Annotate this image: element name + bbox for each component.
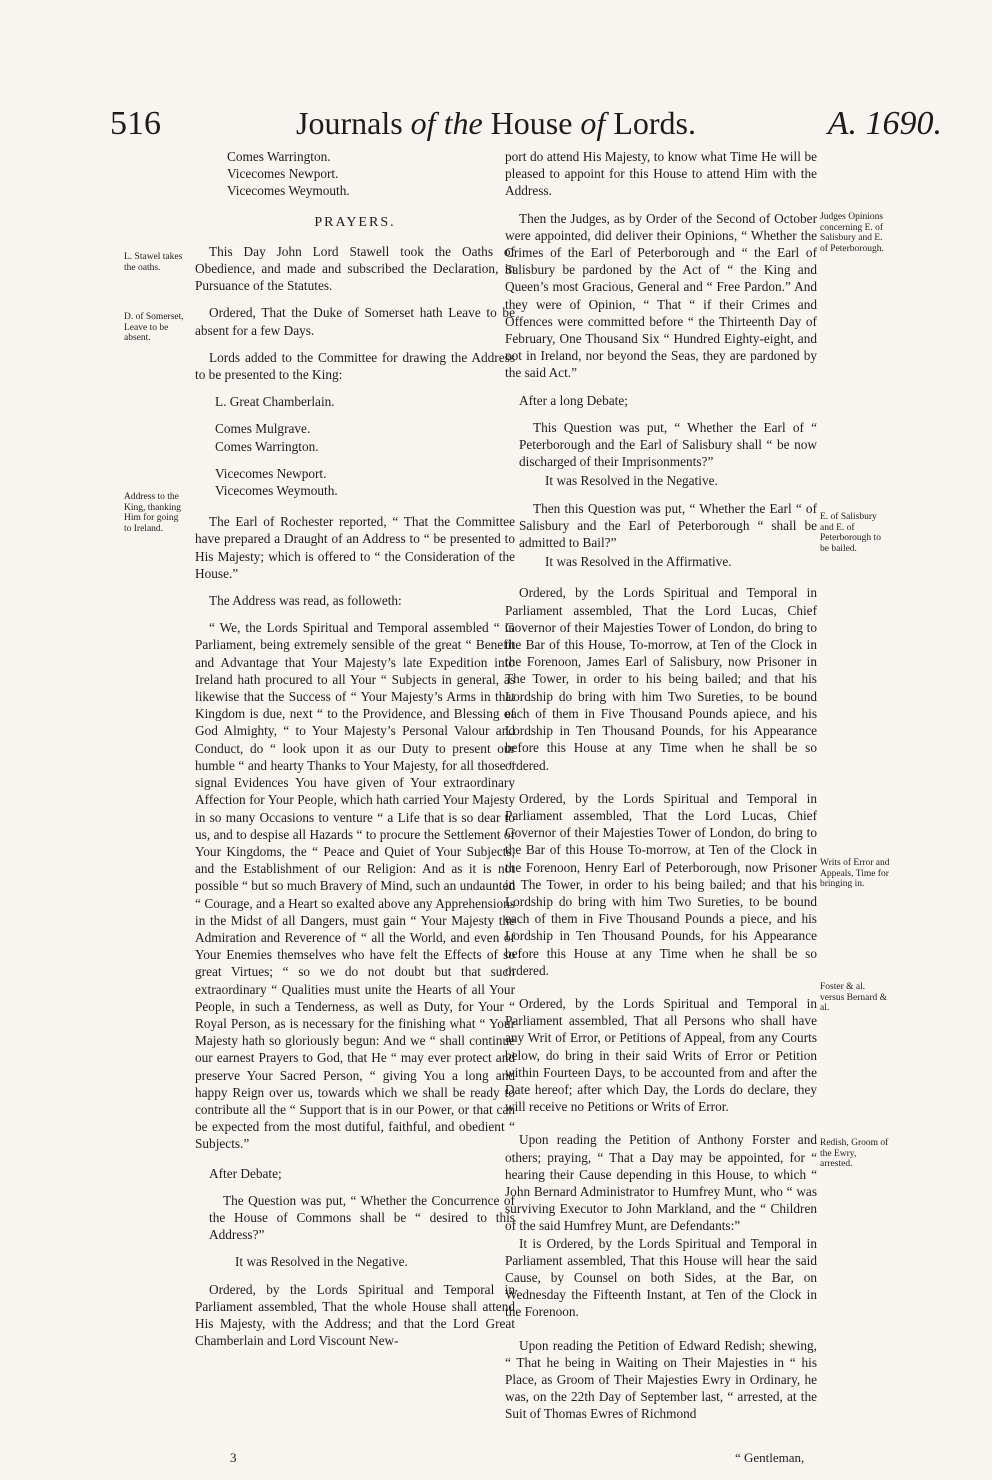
margin-note-stawell: L. Stawel takes the oaths. xyxy=(124,252,183,273)
resolved-line: It was Resolved in the Negative. xyxy=(235,1254,408,1270)
somerset-paragraph: Ordered, That the Duke of Somerset hath Leave to be absent for a few Days. xyxy=(195,305,515,338)
lords-added-paragraph: Lords added to the Committee for drawing the Address to be presented to the King: xyxy=(195,349,515,383)
lord-name: Vicecomes Weymouth. xyxy=(227,183,350,199)
lord-name: Vicecomes Newport. xyxy=(215,465,327,481)
redish-petition-paragraph: Upon reading the Petition of Edward Redish; shewing, “ That he being in Waiting on Their Majesties in “ his Place, as Groom of Their Majesties Ewry in Ordinary, he was, on the 22th Day of September last, “ arrested, at the Suit of Thomas Ewres of Richmond xyxy=(505,1337,817,1422)
address-text: “ We, the Lords Spiritual and Temporal assembled “ in Parliament, being extremely sensible of the great “ Benefit and Advantage that Your Majesty’s late Expedition into Ireland hath procured to all Your “ Subjects in general, as likewise that the Success of “ Your Majesty’s Arms in that Kingdom is due, next “ to the Providence, and Blessing of God Almighty, “ to Your Majesty’s Personal Valour and Conduct, do “ look upon it as our Duty to present our humble “ and hearty Thanks to Your Majesty, for all those “ signal Evidences You have given of Your extraordinary Affection for Your People, which hath carried Your Majesty in so many Occasions to venture “ a Life that is so dear to us, and to despise all Hazards “ to procure the Settlement of Your Kingdoms, the “ Peace and Quiet of Your Subjects, and the Establishment of our Religion: And as it is not possible “ but so much Bravery of Mind, such an undaunted “ Courage, and a Heart so exalted above any Apprehensions in the Midst of all Dangers, must gain “ Your Majesty the Admiration and Reverence of “ all the World, and even of Your Enemies themselves who have felt the Effects of so great Virtues; “ so we do not doubt but that such extraordinary “ Qualities must unite the Hearts of all Your People, in such a Tenderness, as well as Duty, for Your “ Royal Person, as is necessary for the finishing what “ Your Majesty hath so gloriously begun: And we “ shall continue our earnest Prayers to God, that He “ may ever protect and preserve Your Sacred Person, “ giving You a long and happy Reign over us, towards which we shall be ready to contribute all the “ Support that is in our Power, or that can be expected from the most dutiful, faithful, and obedient “ Subjects.” xyxy=(195,620,515,1152)
judges-paragraph: Then the Judges, as by Order of the Second of October were appointed, did deliver their Opinions, “ Whether the Crimes of the Earl of Peterborough and “ the Earl of Salisbury be pardoned by the Act of “ the King and Queen’s most Gracious, General and “ Free Pardon.” And they were of Opinion, “ That “ if their Crimes and Offences were committed before “ the Thirteenth Day of February, One Thousand Six “ Hundred Eighty-eight, and not in Ireland, nor beyond the Seas, they are pardoned by the said Act.” xyxy=(505,210,817,381)
rochester-report: The Earl of Rochester reported, “ That the Committee have prepared a Draught of an Address to “ be presented to His Majesty; which is offered to “ the Consideration of the House.” xyxy=(195,514,515,581)
lord-name: Vicecomes Weymouth. xyxy=(215,483,338,499)
margin-note-redish: Redish, Groom of the Ewry, arrested. xyxy=(820,1138,889,1169)
forster-ordered-paragraph: It is Ordered, by the Lords Spiritual and Temporal in Parliament assembled, That this House will hear the said Cause, by Counsel on both Sides, at the Bar, on Wednesday the Fifteenth Instant, at Ten of the Clock in the Forenoon. xyxy=(505,1235,817,1320)
lord-name: Comes Mulgrave. xyxy=(215,421,311,437)
title-part: House xyxy=(490,105,573,141)
ordered-salisbury-paragraph: Ordered, by the Lords Spiritual and Temporal in Parliament assembled, That the Lord Lucas, Chief Governor of their Majesties Tower of London, do bring to the Bar of this House, To-morrow, at Ten of the Clock in the Forenoon, James Earl of Salisbury, now Prisoner in The Tower, in order to his being bailed; and that his Lordship do bring with him Two Sureties, to be bound each of them in Five Thousand Pounds apiece, and his Lordship in Ten Thousand Pounds, for his Appearance before this House at any Time when he shall be so ordered. xyxy=(505,585,817,773)
after-debate: After Debate; xyxy=(209,1165,282,1181)
margin-note-somerset: D. of Somerset, Leave to be absent. xyxy=(124,312,184,343)
ordered-writs-paragraph: Ordered, by the Lords Spiritual and Temporal in Parliament assembled, That all Persons who shall have any Writ of Error, or Petitions of Appeal, from any Courts below, do bring in their said Writs of Error or Petition within Fourteen Days, to be accounted from and after the Date hereof; after which Day, the Lords do declare, they will receive no Petitions or Writs of Error. xyxy=(505,995,817,1115)
lord-name: L. Great Chamberlain. xyxy=(215,394,335,410)
resolved-line: It was Resolved in the Affirmative. xyxy=(545,554,732,570)
margin-note-judges: Judges Opinions concerning E. of Salisbury and E. of Peterborough. xyxy=(820,212,884,254)
right-column xyxy=(505,148,817,1433)
ordered-attend-paragraph: Ordered, by the Lords Spiritual and Temporal in Parliament assembled, That the whole House shall attend His Majesty, with the Address; and that the Lord Great Chamberlain and Lord Viscount New- xyxy=(195,1281,515,1349)
margin-note-writs: Writs of Error and Appeals, Time for bringing in. xyxy=(820,858,890,889)
question-line: The Question was put, “ Whether the Concurrence of the House of Commons shall be “ desired to this Address?” xyxy=(209,1192,515,1243)
forster-petition-paragraph: Upon reading the Petition of Anthony Forster and others; praying, “ That a Day may be appointed, for “ hearing their Cause depending in this House, to which “ John Bernard Administrator to Humfrey Munt, who “ was surviving Executor to John Markland, and the “ Children of the said Humfrey Munt, are Defendants:” xyxy=(505,1132,817,1234)
lord-name: Comes Warrington. xyxy=(227,149,331,164)
stawell-paragraph: This Day John Lord Stawell took the Oaths of Obedience, and made and subscribed the Declaration, in Pursuance of the Statutes. xyxy=(195,243,515,294)
page-header xyxy=(0,0,992,150)
address-read-line: The Address was read, as followeth: xyxy=(209,593,402,609)
lord-name: Vicecomes Newport. xyxy=(227,166,339,182)
catchword: “ Gentleman, xyxy=(735,1450,805,1465)
page-year: A. 1690. xyxy=(827,105,942,142)
prayers-heading: PRAYERS. xyxy=(314,214,396,230)
title-part: Journals xyxy=(296,105,403,141)
lord-name: Comes Warrington. xyxy=(215,438,319,454)
margin-note-address: Address to the King, thanking Him for going to Ireland. xyxy=(124,492,181,534)
title-part: of xyxy=(580,105,606,141)
resolved-line: It was Resolved in the Negative. xyxy=(545,473,718,489)
page-number: 516 xyxy=(110,105,161,142)
ordered-peterborough-paragraph: Ordered, by the Lords Spiritual and Temporal in Parliament assembled, That the Lord Lucas, Chief Governor of their Majesties Tower of London, do bring to the Bar of this House To-morrow, at Ten of the Clock in the Forenoon, Henry Earl of Peterborough, now Prisoner in The Tower, in order to his being bailed; and that his Lordship do bring with him Two Sureties, to be bound each of them in Five Thousand Pounds a piece, and his Lordship in Ten Thousand Pounds, for his Appearance before this House at any Time when he shall be so ordered. xyxy=(505,790,817,978)
continuation-paragraph: port do attend His Majesty, to know what Time He will be pleased to appoint for this House to attend Him with the Address. xyxy=(505,149,817,199)
signature-mark: 3 xyxy=(230,1450,237,1465)
after-long-debate: After a long Debate; xyxy=(519,392,628,408)
margin-note-forster: Foster & al. versus Bernard & al. xyxy=(820,982,888,1013)
margin-note-bailed: E. of Salisbury and E. of Peterborough to be bailed. xyxy=(820,512,881,554)
title-part: of the xyxy=(410,105,483,141)
left-column xyxy=(195,148,515,1359)
question-line: Then this Question was put, “ Whether the Earl “ of Salisbury and the Earl of Peterborough “ shall be admitted to Bail?” xyxy=(519,500,817,551)
title-part: Lords. xyxy=(613,105,696,141)
question-line: This Question was put, “ Whether the Earl of “ Peterborough and the Earl of Salisbury shall “ be now discharged of their Imprisonments?” xyxy=(519,419,817,470)
